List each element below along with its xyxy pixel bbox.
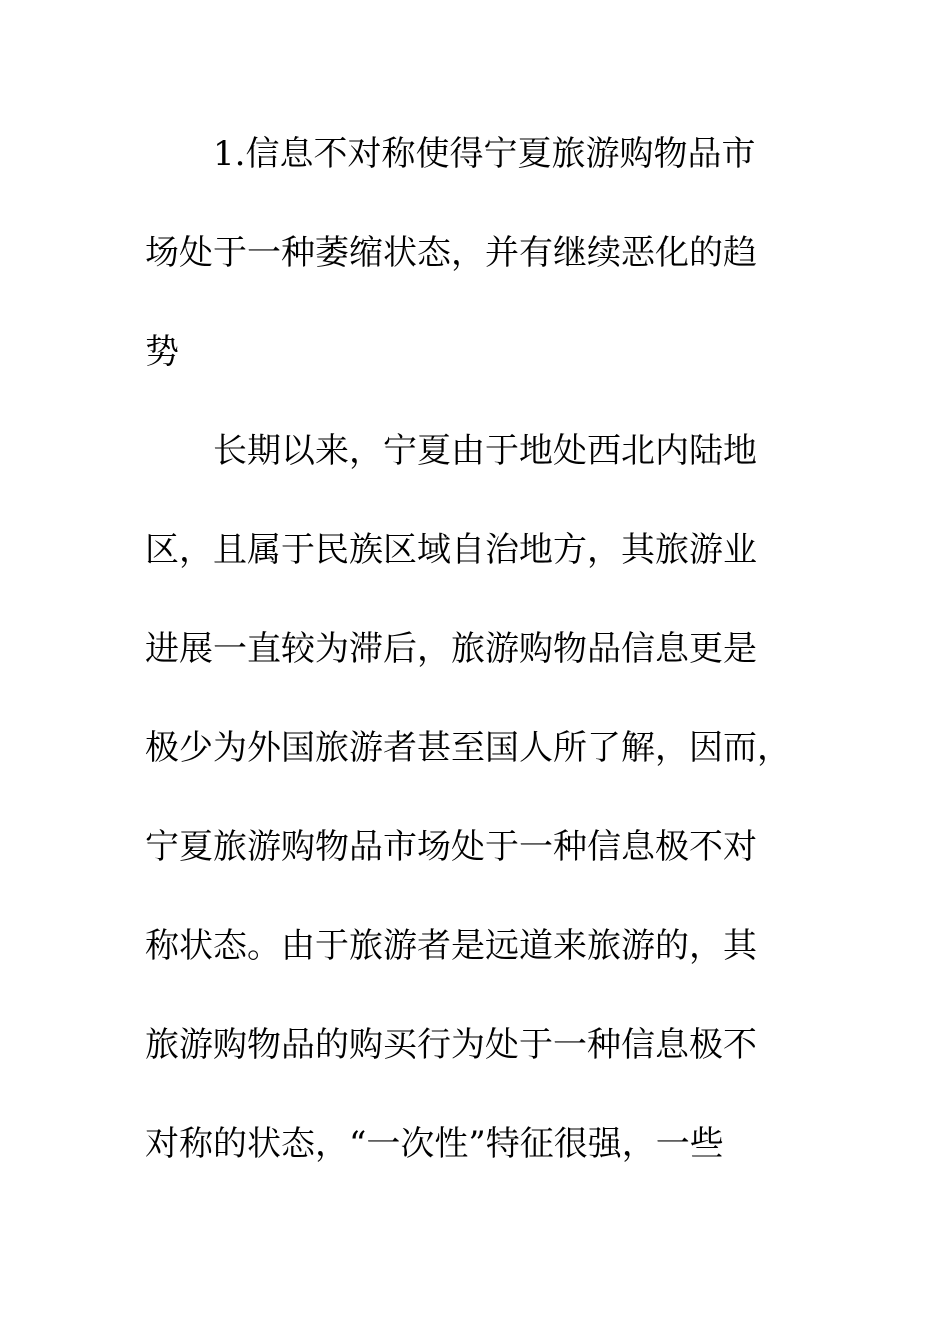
body-line-2: 区，且属于民族区域自治地方，其旅游业 xyxy=(145,530,757,570)
heading-line-2: 场处于一种萎缩状态，并有继续恶化的趋 xyxy=(145,233,757,273)
body-line-5: 宁夏旅游购物品市场处于一种信息极不对 xyxy=(145,827,757,867)
body-line-6: 称状态。由于旅游者是远道来旅游的，其 xyxy=(145,926,757,966)
body-line-4: 极少为外国旅游者甚至国人所了解，因而， xyxy=(145,728,791,768)
heading-line-1: 1.信息不对称使得宁夏旅游购物品市 xyxy=(213,134,756,174)
heading-line-3: 势 xyxy=(145,332,179,372)
body-line-3: 进展一直较为滞后，旅游购物品信息更是 xyxy=(145,629,757,669)
body-line-8: 对称的状态，“一次性”特征很强，一些 xyxy=(145,1124,724,1164)
body-line-7: 旅游购物品的购买行为处于一种信息极不 xyxy=(145,1025,757,1065)
body-line-1: 长期以来，宁夏由于地处西北内陆地 xyxy=(213,431,757,471)
